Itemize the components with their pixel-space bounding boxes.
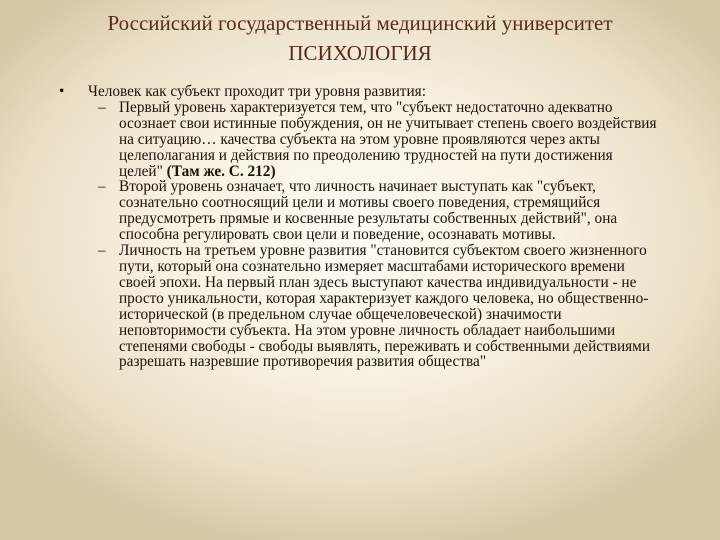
level-3-text: Личность на третьем уровне развития "становится субъектом своего жизненного пути, который она сознательно измеряет масштабами исторического времени своей эпохи. На первый план здесь выступают качества индивидуальности - не просто уникальности, которая характеризует каждого человека, но общественно-исторической (в предельном случае общечеловеческой) значимости неповторимости субъекта. На этом уровне личность обладает наибольшими степенями свободы - свободы выявлять, переживать и собственными действиями разрешать назревшие противоречия развития общества" [119, 242, 651, 371]
bullet-icon: • [59, 83, 65, 100]
level-1-text: Первый уровень характеризуется тем, что "субъект недостаточно адекватно осознает свои истинные побуждения, он не учитывает степень своего воздействия на ситуацию… качества субъекта на этом уровне проявляются через акты целеполагания и действия по преодолению трудностей на пути достижения целей" [119, 98, 657, 180]
level-1-item [0, 100, 659, 180]
intro-text: Человек как субъект проходит три уровня развития: [88, 83, 426, 100]
university-title: Российский государственный медицинский университет [107, 11, 613, 35]
level-2-item [0, 179, 659, 243]
level-2-text: Второй уровень означает, что личность начинает выступать как "субъект, сознательно соотносящий цели и мотивы своего поведения, стремящийся предусмотреть прямые и косвенные результаты собственных действий", она способна регулировать свои цели и поведение, осознавать мотивы. [119, 178, 618, 244]
subject-title: ПСИХОЛОГИЯ [288, 41, 432, 65]
dash-icon: – [98, 178, 106, 196]
level-3-item [0, 243, 659, 370]
dash-icon: – [98, 98, 106, 116]
slide-content [0, 84, 720, 370]
level-1-citation: (Там же. С. 212) [162, 162, 276, 180]
bullet-item [0, 84, 668, 100]
dash-icon: – [98, 242, 106, 260]
